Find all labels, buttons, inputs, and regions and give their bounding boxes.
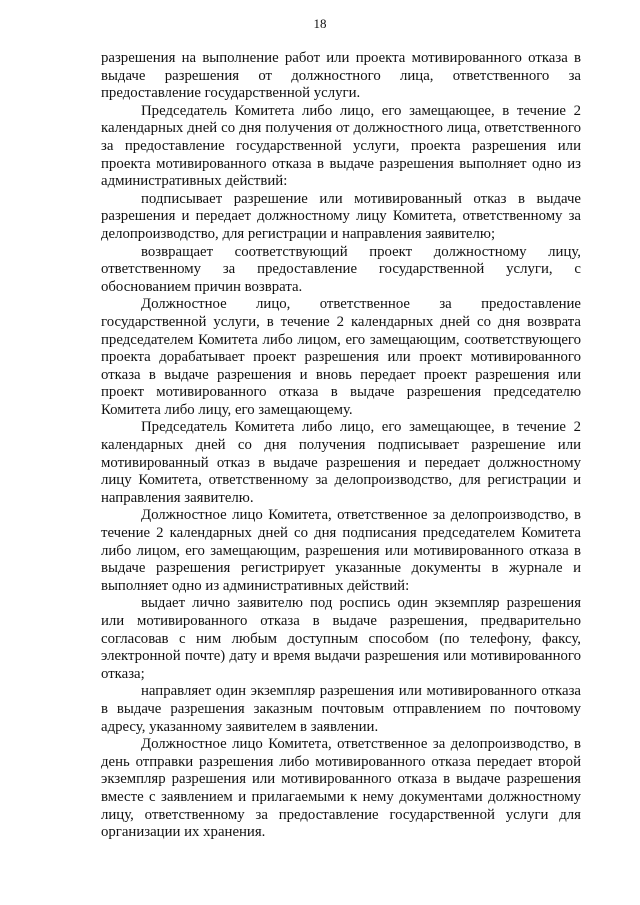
document-body: [101, 50, 581, 842]
paragraph-returns-project: возвращает соответствующий проект должностному лицу, ответственному за предоставление государственной услуги, с обоснованием причин возврата.: [101, 243, 581, 295]
paragraph-continuation: разрешения на выполнение работ или проекта мотивированного отказа в выдаче разрешения от должностного лица, ответственного за предоставление государственной услуги.: [101, 50, 581, 102]
paragraph-official-revises: Должностное лицо, ответственное за предоставление государственной услуги, в течение 2 календарных дней со дня возврата председателем Комитета либо лицом, его замещающим, соответствующего проекта дорабатывает проект разрешения или проект мотивированного отказа в выдаче разрешения и вновь передает проект разрешения или проект мотивированного отказа в выдаче разрешения председателю Комитета либо лицу, его замещающему.: [101, 296, 581, 418]
paragraph-signs-permit: подписывает разрешение или мотивированный отказ в выдаче разрешения и передает должностному лицу Комитета, ответственному за делопроизводство, для регистрации и направления заявителю;: [101, 190, 581, 242]
paragraph-issue-in-person: выдает лично заявителю под роспись один экземпляр разрешения или мотивированного отказа в выдаче разрешения, предварительно согласовав с ним любым доступным способом (по телефону, факсу, электронной почте) дату и время выдачи разрешения или мотивированного отказа;: [101, 595, 581, 682]
paragraph-chairman-review: Председатель Комитета либо лицо, его замещающее, в течение 2 календарных дней со дня получения от должностного лица, ответственного за предоставление государственной услуги, проекта разрешения или проекта мотивированного отказа в выдаче разрешения выполняет одно из административных действий:: [101, 102, 581, 190]
paragraph-send-by-mail: направляет один экземпляр разрешения или мотивированного отказа в выдаче разрешения заказным почтовым отправлением по почтовому адресу, указанному заявителем в заявлении.: [101, 683, 581, 735]
page-number: 18: [313, 16, 327, 31]
paragraph-chairman-signs: Председатель Комитета либо лицо, его замещающее, в течение 2 календарных дней со дня получения подписывает разрешение или мотивированный отказ в выдаче разрешения и передает должностному лицу Комитета, ответственному за делопроизводство, для регистрации и направления заявителю.: [101, 419, 581, 506]
paragraph-registration: Должностное лицо Комитета, ответственное за делопроизводство, в течение 2 календарных дней со дня подписания председателем Комитета либо лицом, его замещающим, разрешения или мотивированного отказа в выдаче разрешения регистрирует указанные документы в журнале и выполняет одно из административных действий:: [101, 507, 581, 594]
paragraph-storage: Должностное лицо Комитета, ответственное за делопроизводство, в день отправки разрешения либо мотивированного отказа передает второй экземпляр разрешения или мотивированного отказа в выдаче разрешения вместе с заявлением и прилагаемыми к нему документами должностному лицу, ответственному за предоставление государственной услуги для организации их хранения.: [101, 736, 581, 841]
